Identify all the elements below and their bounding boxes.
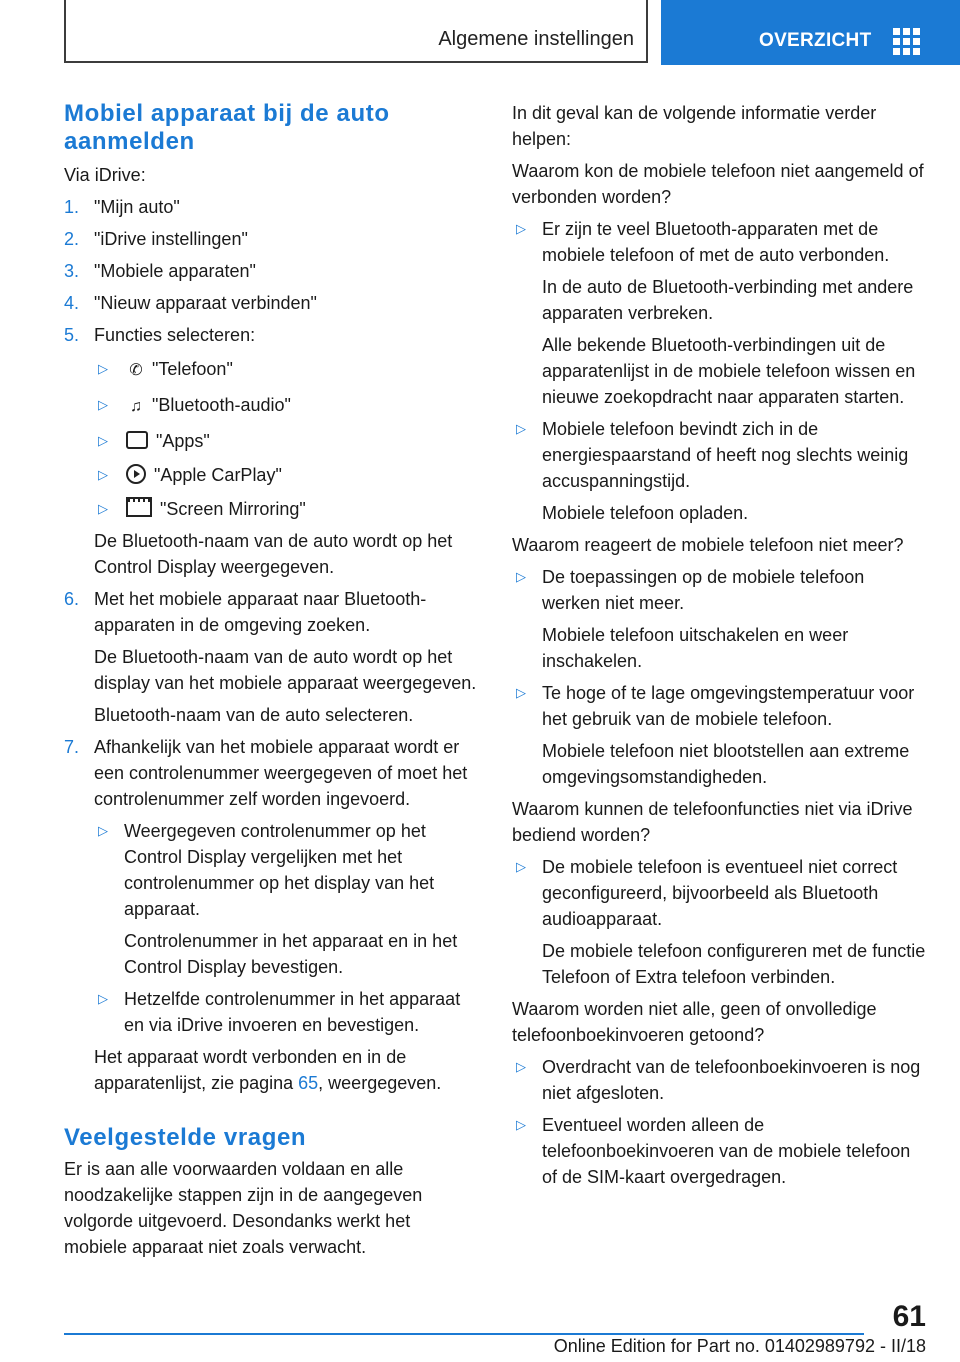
overview-label[interactable]: OVERZICHT: [759, 30, 872, 51]
function-label: "Bluetooth-audio": [152, 395, 291, 415]
list-item: [512, 564, 926, 674]
list-item: [94, 986, 478, 1038]
list-item: [64, 322, 478, 580]
step-note: De Bluetooth-naam van de auto wordt op het Control Display weergegeven.: [94, 531, 453, 577]
triangle-bullet-icon: ▷: [98, 397, 108, 412]
steps-list: [64, 194, 478, 1096]
bullet-text: Overdracht van de telefoonboekinvoeren is nog niet afgesloten.: [542, 1057, 921, 1103]
step-text: "Mobiele apparaten": [94, 261, 256, 281]
apps-icon: [126, 431, 148, 449]
bullet-text: Mobiele telefoon bevindt zich in de energiespaarstand of heeft nog slechts weinig accuspanningstijd.: [542, 419, 909, 491]
footer-divider: [64, 1333, 864, 1335]
bullet-text: Te hoge of te lage omgevingstemperatuur voor het gebruik van de mobiele telefoon.: [542, 683, 915, 729]
triangle-bullet-icon: ▷: [98, 991, 108, 1006]
page-link[interactable]: 65: [298, 1073, 319, 1093]
list-item: [64, 258, 478, 284]
final-text: , weergegeven.: [318, 1073, 442, 1093]
triangle-bullet-icon: ▷: [98, 501, 108, 516]
phone-icon: ✆: [129, 362, 143, 379]
question: Waarom kon de mobiele telefoon niet aangemeld of verbonden worden?: [512, 161, 924, 207]
step-number: 7.: [64, 737, 80, 757]
right-column: [512, 100, 926, 1190]
step-number: 4.: [64, 293, 80, 313]
faq-intro: Er is aan alle voorwaarden voldaan en alle noodzakelijke stappen zijn in de aangegeven volgorde uitgevoerd. Desondanks werkt het mobiele apparaat niet zoals verwacht.: [64, 1159, 423, 1257]
function-label: "Screen Mirroring": [160, 499, 306, 519]
list-item: [512, 680, 926, 790]
bullet-note: Controlenummer in het apparaat en in het Control Display bevestigen.: [124, 931, 458, 977]
step-text: Functies selecteren:: [94, 325, 256, 345]
triangle-bullet-icon: ▷: [516, 569, 526, 584]
triangle-bullet-icon: ▷: [98, 467, 108, 482]
left-column: [64, 100, 478, 1260]
step-text: "Mijn auto": [94, 197, 180, 217]
music-note-icon: ♫: [130, 398, 142, 415]
step-text: "iDrive instellingen": [94, 229, 248, 249]
function-label: "Apple CarPlay": [154, 465, 282, 485]
list-item: [94, 818, 478, 980]
final-text: Het apparaat wordt verbonden en in de apparatenlijst, zie pagina: [94, 1047, 407, 1093]
header-section-box: [64, 0, 648, 63]
list-item: [94, 356, 478, 384]
list-item: [94, 392, 478, 420]
heading-register-device: Mobiel apparaat bij de auto aanmelden: [64, 100, 390, 155]
function-label: "Apps": [156, 431, 210, 451]
carplay-icon: [126, 464, 146, 484]
question: Waarom reageert de mobiele telefoon niet meer?: [512, 535, 904, 555]
page-number: 61: [892, 1300, 926, 1333]
list-item: [512, 1112, 926, 1190]
list-item: [94, 428, 478, 454]
list-item: [64, 226, 478, 252]
triangle-bullet-icon: ▷: [98, 823, 108, 838]
bullet-note: Mobiele telefoon opladen.: [542, 503, 749, 523]
step-number: 3.: [64, 261, 80, 281]
list-item: [64, 194, 478, 220]
triangle-bullet-icon: ▷: [516, 421, 526, 436]
step-note: Bluetooth-naam van de auto selecteren.: [94, 705, 414, 725]
bullet-text: Weergegeven controlenummer op het Control Display vergelijken met het controlenummer op het display van het apparaat.: [124, 821, 435, 919]
triangle-bullet-icon: ▷: [516, 685, 526, 700]
step-text: Afhankelijk van het mobiele apparaat wordt er een controlenummer weergegeven of moet het controlenummer zelf worden ingevoerd.: [94, 737, 468, 809]
bullet-note: Mobiele telefoon uitschakelen en weer inschakelen.: [542, 625, 849, 671]
list-item: [64, 586, 478, 728]
triangle-bullet-icon: ▷: [516, 1059, 526, 1074]
step-final: [94, 1044, 478, 1096]
list-item: [512, 416, 926, 526]
list-item: [512, 216, 926, 410]
step-number: 5.: [64, 325, 80, 345]
screen-mirroring-icon: [126, 497, 152, 517]
step-note: De Bluetooth-naam van de auto wordt op het display van het mobiele apparaat weergegeven.: [94, 647, 477, 693]
triangle-bullet-icon: ▷: [516, 859, 526, 874]
triangle-bullet-icon: ▷: [516, 1117, 526, 1132]
grid-menu-icon[interactable]: [893, 28, 921, 54]
triangle-bullet-icon: ▷: [98, 361, 108, 376]
bullet-text: De toepassingen op de mobiele telefoon werken niet meer.: [542, 567, 865, 613]
question: Waarom worden niet alle, geen of onvolledige telefoonboekinvoeren getoond?: [512, 999, 877, 1045]
list-item: [64, 734, 478, 1096]
bullet-text: Er zijn te veel Bluetooth-apparaten met de mobiele telefoon of met de auto verbonden.: [542, 219, 890, 265]
list-item: [64, 290, 478, 316]
step-number: 2.: [64, 229, 80, 249]
via-idrive: Via iDrive:: [64, 165, 146, 185]
footer-edition: Online Edition for Part no. 01402989792 - II/18: [553, 1336, 926, 1356]
bullet-text: Eventueel worden alleen de telefoonboekinvoeren van de mobiele telefoon of de SIM-kaart overgedragen.: [542, 1115, 911, 1187]
list-item: [512, 854, 926, 990]
step-number: 1.: [64, 197, 80, 217]
function-label: "Telefoon": [152, 359, 233, 379]
functions-list: [94, 356, 478, 522]
bullet-note: In de auto de Bluetooth-verbinding met andere apparaten verbreken.: [542, 277, 914, 323]
step-text: "Nieuw apparaat verbinden": [94, 293, 317, 313]
bullet-text: Hetzelfde controlenummer in het apparaat en via iDrive invoeren en bevestigen.: [124, 989, 461, 1035]
step-number: 6.: [64, 589, 80, 609]
bullet-note: De mobiele telefoon configureren met de functie Telefoon of Extra telefoon verbinden.: [542, 941, 926, 987]
bullet-text: De mobiele telefoon is eventueel niet correct geconfigureerd, bijvoorbeeld als Bluetooth audioapparaat.: [542, 857, 898, 929]
overview-button[interactable]: [661, 0, 960, 65]
list-item: [94, 462, 478, 488]
list-item: [94, 496, 478, 522]
list-item: [512, 1054, 926, 1106]
intro-text: In dit geval kan de volgende informatie verder helpen:: [512, 103, 877, 149]
section-title: Algemene instellingen: [438, 28, 634, 50]
bullet-note: Alle bekende Bluetooth-verbindingen uit de apparatenlijst in de mobiele telefoon wissen en nieuwe zoekopdracht naar apparaten starten.: [542, 335, 916, 407]
step-text: Met het mobiele apparaat naar Bluetooth-apparaten in de omgeving zoeken.: [94, 589, 427, 635]
bullet-note: Mobiele telefoon niet blootstellen aan extreme omgevingsomstandigheden.: [542, 741, 910, 787]
heading-faq: Veelgestelde vragen: [64, 1124, 307, 1151]
triangle-bullet-icon: ▷: [516, 221, 526, 236]
triangle-bullet-icon: ▷: [98, 433, 108, 448]
question: Waarom kunnen de telefoonfuncties niet via iDrive bediend worden?: [512, 799, 913, 845]
